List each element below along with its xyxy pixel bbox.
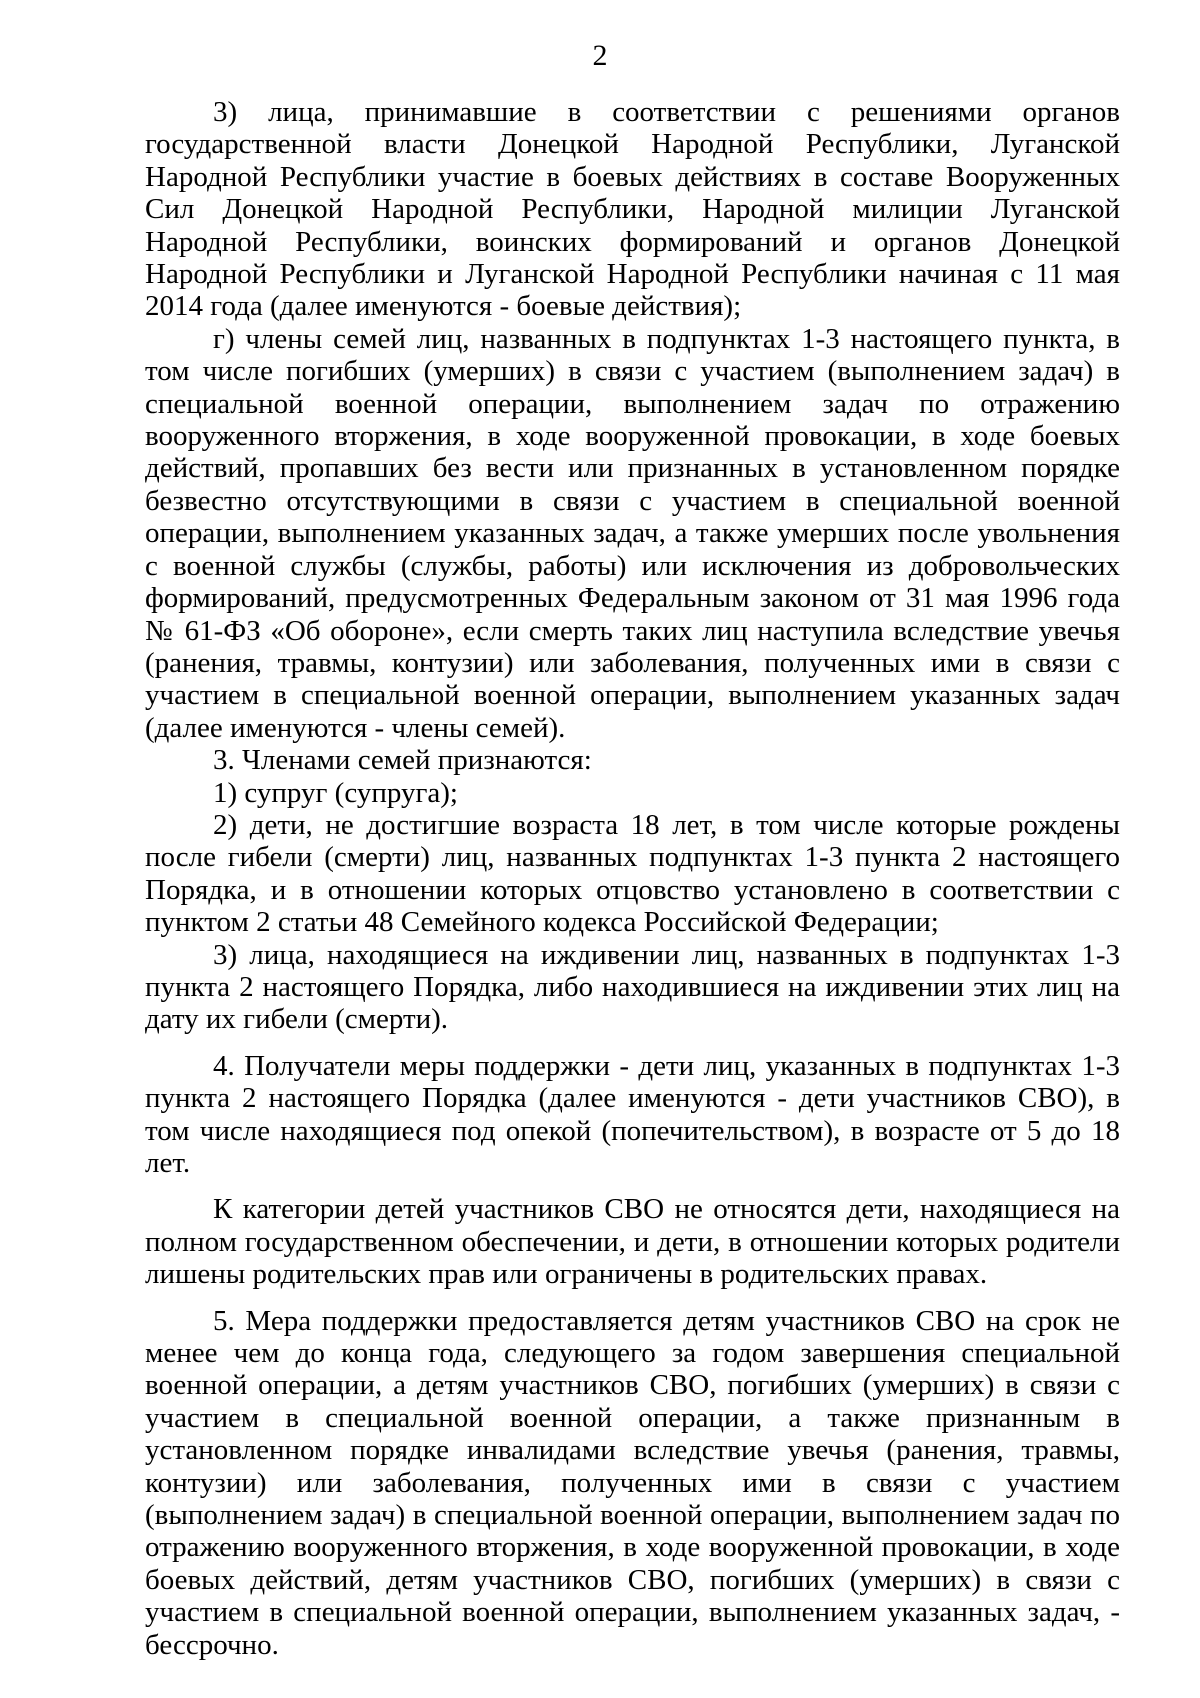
paragraph-subitem-g-family-members: г) члены семей лиц, названных в подпунктах 1-3 настоящего пункта, в том числе погибших (умерших) в связи с участием (выполнением задач) в специальной военной операции, выполнением задач по отражению вооруженного вторжения, в ходе вооруженной провокации, в ходе боевых действий, пропавших без вести или признанных в установленном порядке безвестно отсутствующими в связи с участием в специальной военной операции, выполнением указанных задач, а также умерших после увольнения с военной службы (службы, работы) или исключения из добровольческих формирований, предусмотренных Федеральным законом от 31 мая 1996 года № 61-ФЗ «Об обороне», если смерть таких лиц наступила вследствие увечья (ранения, травмы, контузии) или заболевания, полученных ими в связи с участием в специальной военной операции, выполнением указанных задач (далее именуются - члены семей). bbox=[145, 322, 1120, 744]
paragraph-item-3-spouse: 1) супруг (супруга); bbox=[213, 776, 458, 809]
paragraph-item-3-children: 2) дети, не достигшие возраста 18 лет, в том числе которые рождены после гибели (смерти) лиц, названных подпунктах 1-3 пункта 2 настоящего Порядка, и в отношении которых отцовство установлено в соответствии с пунктом 2 статьи 48 Семейного кодекса Российской Федерации; bbox=[145, 808, 1120, 939]
paragraph-item-5-term: 5. Мера поддержки предоставляется детям участников СВО на срок не менее чем до конца года, следующего за годом завершения специальной военной операции, а детям участников СВО, погибших (умерших) в связи с участием в специальной военной операции, а также признанным в установленном порядке инвалидами вследствие увечья (ранения, травмы, контузии) или заболевания, полученных ими в связи с участием (выполнением задач) в специальной военной операции, выполнением задач по отражению вооруженного вторжения, в ходе вооруженной провокации, в ходе боевых действий, детям участников СВО, погибших (умерших) в связи с участием в специальной военной операции, выполнением указанных задач, - бессрочно. bbox=[145, 1304, 1120, 1661]
paragraph-item-3-heading: 3. Членами семей признаются: bbox=[213, 744, 592, 777]
paragraph-subitem-3-persons: 3) лица, принимавшие в соответствии с решениями органов государственной власти Донецкой Народной Республики, Луганской Народной Республики участие в боевых действиях в составе Вооруженных Сил Донецкой Народной Республики, Народной милиции Луганской Народной Республики, воинских формирований и органов Донецкой Народной Республики и Луганской Народной Республики начиная с 11 мая 2014 года (далее именуются - боевые действия); bbox=[145, 96, 1120, 323]
paragraph-item-3-dependents: 3) лица, находящиеся на иждивении лиц, названных в подпунктах 1-3 пункта 2 настоящего Порядка, либо находившиеся на иждивении этих лиц на дату их гибели (смерти). bbox=[145, 938, 1120, 1036]
paragraph-item-4-exclusions: К категории детей участников СВО не относятся дети, находящиеся на полном государственном обеспечении, и дети, в отношении которых родители лишены родительских прав или ограничены в родительских правах. bbox=[145, 1193, 1120, 1291]
document-body bbox=[145, 96, 1120, 1661]
paragraph-item-4-recipients: 4. Получатели меры поддержки - дети лиц, указанных в подпунктах 1-3 пункта 2 настоящего Порядка (далее именуются - дети участников СВО), в том числе находящиеся под опекой (попечительством), в возрасте от 5 до 18 лет. bbox=[145, 1049, 1120, 1179]
page-number: 2 bbox=[592, 39, 608, 72]
